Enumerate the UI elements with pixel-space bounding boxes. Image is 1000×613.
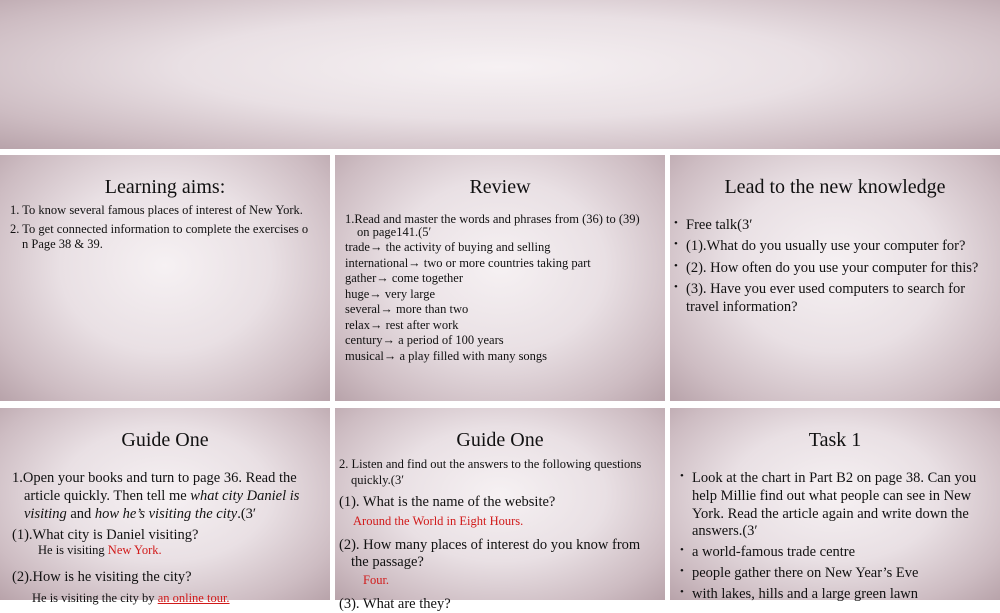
slide-guide-one-a[interactable] bbox=[0, 408, 330, 605]
aim-item-2: 2. To get connected information to complete the exercises o bbox=[10, 222, 309, 236]
review-line: relax→ rest after work bbox=[345, 317, 459, 332]
question-2-cont: the passage? bbox=[351, 554, 424, 570]
review-line: gather→ come together bbox=[345, 271, 464, 285]
text-segment: and bbox=[66, 506, 95, 522]
task-bullet-2: • a world-famous trade centre bbox=[692, 543, 855, 561]
question-1: (1).What city is Daniel visiting? bbox=[12, 527, 199, 543]
text-segment: He is visiting the city by bbox=[32, 591, 158, 605]
task-bullet-3: • people gather there on New Year’s Eve bbox=[692, 564, 918, 582]
text-segment: He is visiting bbox=[38, 543, 108, 557]
question-3: (3). What are they? bbox=[339, 596, 451, 612]
slide-review[interactable] bbox=[335, 155, 665, 401]
answer-2: Four. bbox=[363, 573, 390, 587]
slide-title: Lead to the new knowledge bbox=[724, 176, 946, 198]
lead-bullet-2: • (1).What do you usually use your computer for? bbox=[686, 237, 965, 255]
text-segment: article quickly. Then tell me bbox=[24, 488, 191, 504]
review-line: huge→ very large bbox=[345, 286, 436, 301]
review-intro-cont: on page141.(5′ bbox=[357, 225, 432, 239]
guide-instruction: 1.Open your books and turn to page 36. Read the bbox=[12, 470, 297, 486]
question-2: (2).How is he visiting the city? bbox=[12, 569, 192, 585]
lead-bullet-3: • (2). How often do you use your computer for this? bbox=[686, 259, 978, 277]
italic-segment: what city Daniel is bbox=[190, 488, 300, 504]
question-1: (1). What is the name of the website? bbox=[339, 494, 556, 510]
lead-bullet-4: • (3). Have you ever used computers to search for bbox=[686, 280, 965, 298]
slide-title: Task 1 bbox=[808, 429, 862, 451]
slide-task-1[interactable] bbox=[670, 408, 1000, 600]
answer-1 bbox=[38, 543, 162, 559]
answer-2 bbox=[32, 591, 230, 607]
review-line: international→ two or more countries taking part bbox=[345, 255, 591, 270]
guide-instruction-cont: quickly.(3′ bbox=[351, 473, 404, 487]
review-line: trade→ the activity of buying and selling bbox=[345, 240, 551, 254]
italic-segment: how he’s visiting the city bbox=[94, 506, 238, 522]
slide-title: Guide One bbox=[121, 429, 209, 451]
slide-guide-one-b[interactable] bbox=[335, 408, 665, 612]
review-intro: 1.Read and master the words and phrases from (36) to (39) bbox=[345, 212, 640, 226]
slide-title: Guide One bbox=[456, 429, 544, 451]
text-segment: .(3′ bbox=[237, 506, 257, 522]
task-bullet-1: • Look at the chart in Part B2 on page 38. Can you bbox=[692, 469, 976, 487]
lead-bullet-4-cont: travel information? bbox=[686, 299, 798, 315]
task-bullet-1-cont: help Millie find out what people can see in New bbox=[692, 488, 972, 504]
answer-highlight: an online tour. bbox=[157, 591, 230, 605]
slide-title: Review bbox=[469, 176, 531, 198]
task-bullet-4: • with lakes, hills and a large green lawn bbox=[692, 585, 918, 603]
aim-item-1: 1. To know several famous places of interest of New York. bbox=[10, 203, 303, 217]
slide-lead-in[interactable] bbox=[670, 155, 1000, 401]
guide-instruction-cont2 bbox=[24, 505, 256, 523]
review-line: century→ a period of 100 years bbox=[345, 333, 504, 347]
answer-highlight: New York. bbox=[107, 543, 162, 557]
answer-1: Around the World in Eight Hours. bbox=[353, 514, 524, 528]
aim-item-2-cont: n Page 38 & 39. bbox=[22, 237, 103, 251]
guide-instruction: 2. Listen and find out the answers to the following questions bbox=[339, 457, 642, 471]
lead-bullet-1: • Free talk(3′ bbox=[686, 216, 752, 234]
review-line: musical→ a play filled with many songs bbox=[345, 348, 548, 363]
task-bullet-1-cont2: York. Read the article again and write down the bbox=[692, 506, 969, 522]
question-2: (2). How many places of interest do you know from bbox=[339, 537, 641, 553]
task-bullet-1-cont3: answers.(3′ bbox=[692, 523, 758, 539]
slide-title: Learning aims: bbox=[104, 176, 226, 198]
slide-learning-aims[interactable] bbox=[0, 155, 330, 401]
slide-1-thumbnail[interactable] bbox=[0, 0, 1000, 149]
guide-instruction-cont bbox=[24, 487, 299, 505]
review-line: several→ more than two bbox=[345, 302, 469, 316]
italic-segment: visiting bbox=[24, 506, 67, 522]
